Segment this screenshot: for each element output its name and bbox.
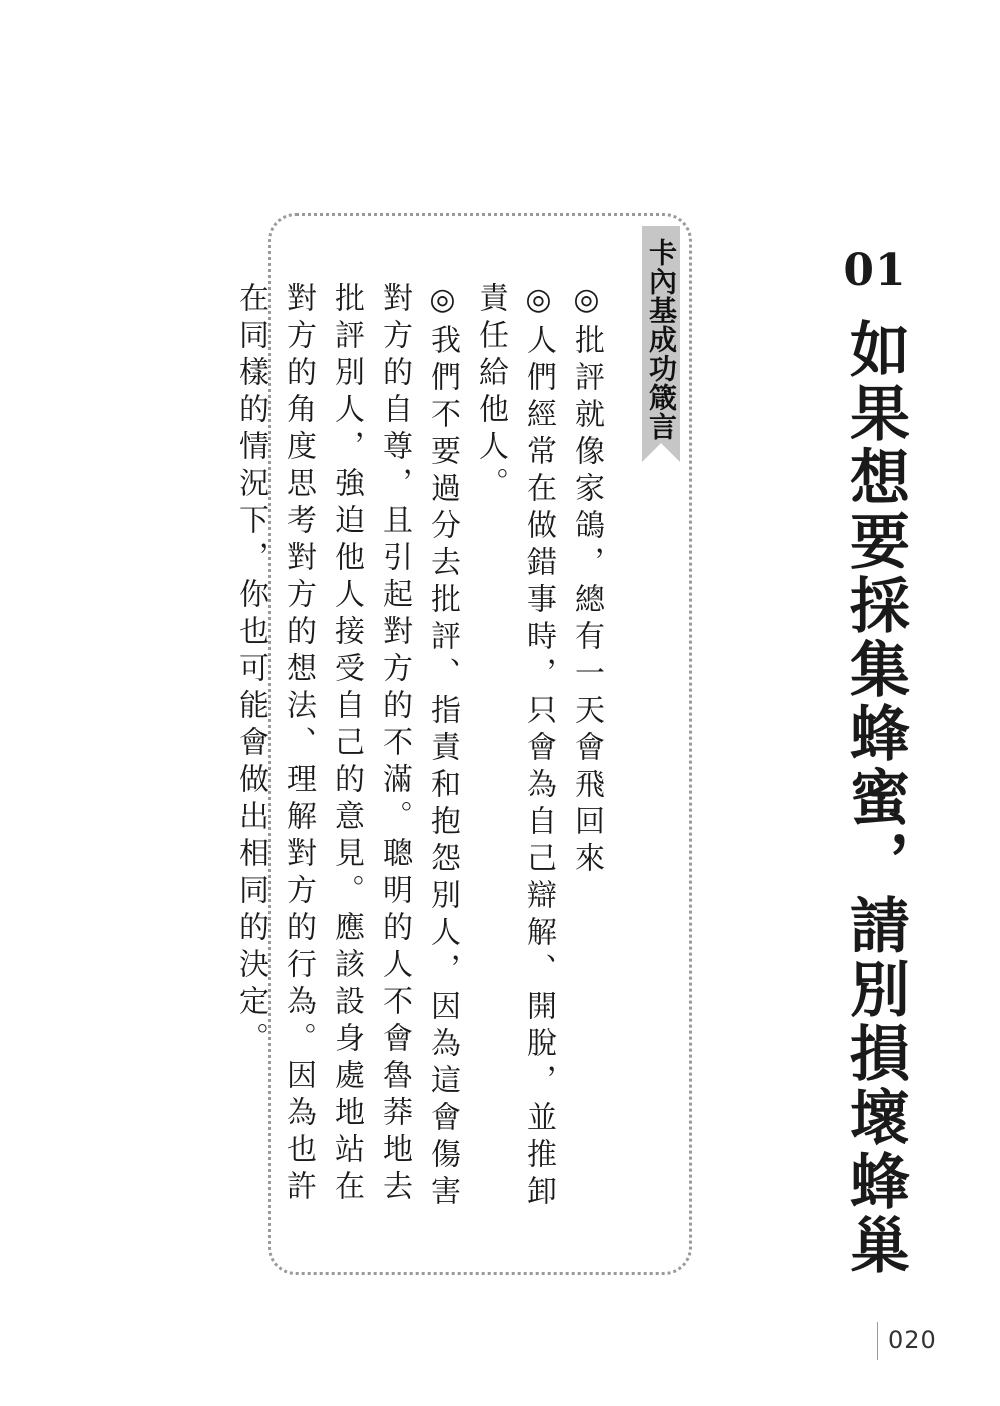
quote-item [466, 282, 562, 1222]
quote-item [562, 282, 610, 1222]
quote-text: 人們經常在做錯事時，只會為自己辯解、開脫，並推卸責任給他人。 [473, 282, 556, 1212]
page-number: 020 [888, 1326, 937, 1354]
bullet-icon: ◎ [521, 282, 556, 324]
quote-text: 批評就像家鴿，總有一天會飛回來 [569, 324, 604, 879]
ribbon-label: 卡內基成功箴言 [645, 238, 678, 441]
quote-list [226, 282, 610, 1222]
chapter-title: 如果想要採集蜂蜜，請別損壞蜂巢 [840, 318, 910, 1278]
page-number-divider [877, 1322, 878, 1360]
chapter-number: 01 [843, 245, 907, 296]
bullet-icon: ◎ [569, 282, 604, 324]
quote-text: 我們不要過分去批評、指責和抱怨別人，因為這會傷害對方的自尊，且引起對方的不滿。聰明的人不會魯莽地去批評別人，強迫他人接受自己的意見。應該設身處地站在對方的角度思考對方的想法、理解對方的行為。因為也許在同樣的情況下，你也可能會做出相同的決定。 [233, 282, 460, 1212]
quote-item [226, 282, 466, 1222]
bullet-icon: ◎ [425, 282, 460, 324]
